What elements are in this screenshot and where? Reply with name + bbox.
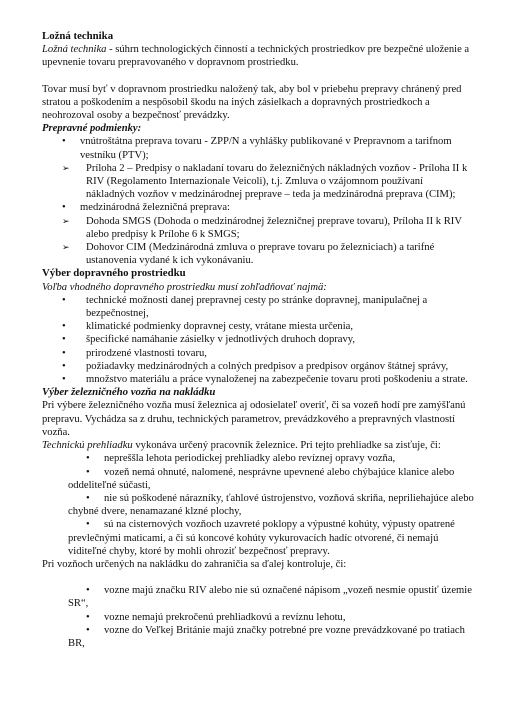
section-title-lozna-technika: Ložná technika	[42, 30, 114, 42]
arrow-bullet-icon: ➢	[62, 242, 70, 253]
list-item: • vozeň nemá ohnuté, nalomené, nesprávne upevnené alebo chýbajúce klanice alebo oddeliteľné súčasti,	[68, 466, 455, 491]
wagon-selection-paragraph: Pri výbere železničného vozňa musí železnica aj odosielateľ overiť, či sa vozeň hodí pre zamýšľanú prepravu. Vychádza sa z druhu, technických parametrov, prevádzkového a prepravných vlastností vozňa.	[42, 400, 466, 438]
bullet-icon: •	[86, 624, 90, 636]
bullet-icon: •	[62, 136, 66, 148]
list-item: • prirodzené vlastnosti tovaru,	[62, 347, 207, 359]
list-item: • špecifické namáhanie zásielky v jednotlivých druhoch dopravy,	[62, 334, 356, 346]
loading-paragraph: Tovar musí byť v dopravnom prostriedku naložený tak, aby bol v priebehu prepravy chránený pred stratou a poškodením a nespôsobil škodu na iných zásielkach a dopravných prostriedkoch a neohrozoval osoby a bezpečnosť prevádzky.	[42, 83, 462, 122]
list-item: ➢ Príloha 2 – Predpisy o nakladaní tovaru do železničných nákladných vozňov - Príloha II k RIV (Regolamento Internazionale Veicoli), t.j. Zmluva o vzájomnom používaní nákladných vozňov v medzinárodnej preprave – teda ja medzinárodná preprava (CIM);	[62, 162, 468, 201]
bullet-icon: •	[86, 585, 90, 597]
selection-criteria-list	[42, 294, 474, 386]
bullet-icon: •	[62, 347, 66, 359]
conditions-heading: Prepravné podmienky:	[42, 123, 142, 135]
list-item: ➢ Dohoda SMGS (Dohoda o medzinárodnej železničnej preprave tovaru), Príloha II k RIV alebo predpisy k Prílohe 6 k SMGS;	[62, 215, 462, 240]
inspection-term: Technickú prehliadku	[42, 440, 133, 452]
bullet-icon: •	[62, 321, 66, 333]
list-item: • vozne majú značku RIV alebo nie sú označené nápisom „vozeň nesmie opustiť územie SR“,	[68, 585, 472, 610]
definition-text: - súhrn technologických činností a technických prostriedkov pre bezpečné uloženie a upevnenie tovaru prepravovaného v dopravnom prostriedku.	[42, 44, 470, 69]
bullet-icon: •	[62, 202, 66, 214]
list-item: • technické možnosti danej prepravnej cesty po stránke dopravnej, manipulačnej a bezpečnostnej,	[62, 294, 428, 320]
arrow-bullet-icon: ➢	[62, 215, 70, 226]
bullet-icon: •	[62, 374, 66, 386]
list-item: • nepreššla lehota periodickej prehliadky alebo revíznej opravy vozňa,	[86, 453, 396, 465]
inspection-paragraph: Technickú prehliadku vykonáva určený pracovník železnice. Pri tejto prehliadke sa zisťuje, či:	[42, 440, 441, 452]
list-item: • nie sú poškodené nárazníky, ťahlové ústrojenstvo, vozňová skriňa, nepriliehajúce alebo chybné dvere, nenamazané klzné plochy,	[68, 492, 474, 518]
selection-intro: Voľba vhodného dopravného prostriedku musí zohľadňovať najmä:	[42, 281, 327, 293]
inspection-list	[42, 452, 474, 558]
bullet-icon: •	[86, 466, 90, 478]
bullet-icon: •	[86, 611, 90, 623]
list-item: • požiadavky medzinárodných a colných predpisov a predpisov orgánov štátnej správy,	[62, 360, 449, 372]
bullet-icon: •	[62, 294, 66, 306]
list-item: • klimatické podmienky dopravnej cesty, vrátane miesta určenia,	[62, 321, 354, 333]
foreign-check-list	[42, 584, 474, 650]
conditions-list	[42, 135, 474, 267]
list-item: • medzinárodná železničná preprava:	[62, 202, 230, 214]
bullet-icon: •	[62, 360, 66, 372]
section-title-vyber-vozna: Výber železničného vozňa na nakládku	[42, 386, 216, 399]
definition-term: Ložná technika	[42, 44, 107, 56]
list-item: • množstvo materiálu a práce vynaloženej na zabezpečenie tovaru proti poškodeniu a strate.	[62, 374, 468, 386]
list-item: • vnútroštátna preprava tovaru - ZPP/N a vyhlášky publikované v Prepravnom a tarifnom vestníku (PTV);	[62, 136, 452, 161]
spacer	[42, 70, 474, 83]
foreign-loading-paragraph: Pri vozňoch určených na nakládku do zahraničia sa ďalej kontroluje, či:	[42, 558, 347, 570]
list-item: • sú na cisternových vozňoch uzavreté poklopy a výpustné kohúty, výpusty opatrené prevlečnými maticami, a či sú koncové kohúty vykurovacích hadíc otvorené, či nemajú viditeľné chyby, ktoré by mohli ohroziť bezpečnosť prepravy.	[68, 519, 455, 557]
section-title-vyber-prostriedku: Výber dopravného prostriedku	[42, 267, 186, 280]
list-item: • vozne do Veľkej Británie majú značky potrebné pre vozne prevádzkované po tratiach BR,	[68, 624, 465, 649]
list-item: • vozne nemajú prekročenú prehliadkovú a revíznu lehotu,	[86, 611, 346, 623]
bullet-icon: •	[62, 334, 66, 346]
arrow-bullet-icon: ➢	[62, 162, 70, 173]
list-item: ➢ Dohovor CIM (Medzinárodná zmluva o preprave tovaru po železniciach) a tarifné ustanovenia vydané k ich vykonávaniu.	[62, 242, 435, 267]
bullet-icon: •	[86, 519, 90, 531]
bullet-icon: •	[86, 453, 90, 465]
bullet-icon: •	[86, 492, 90, 504]
definition-paragraph	[42, 43, 474, 69]
spacer	[42, 571, 474, 584]
